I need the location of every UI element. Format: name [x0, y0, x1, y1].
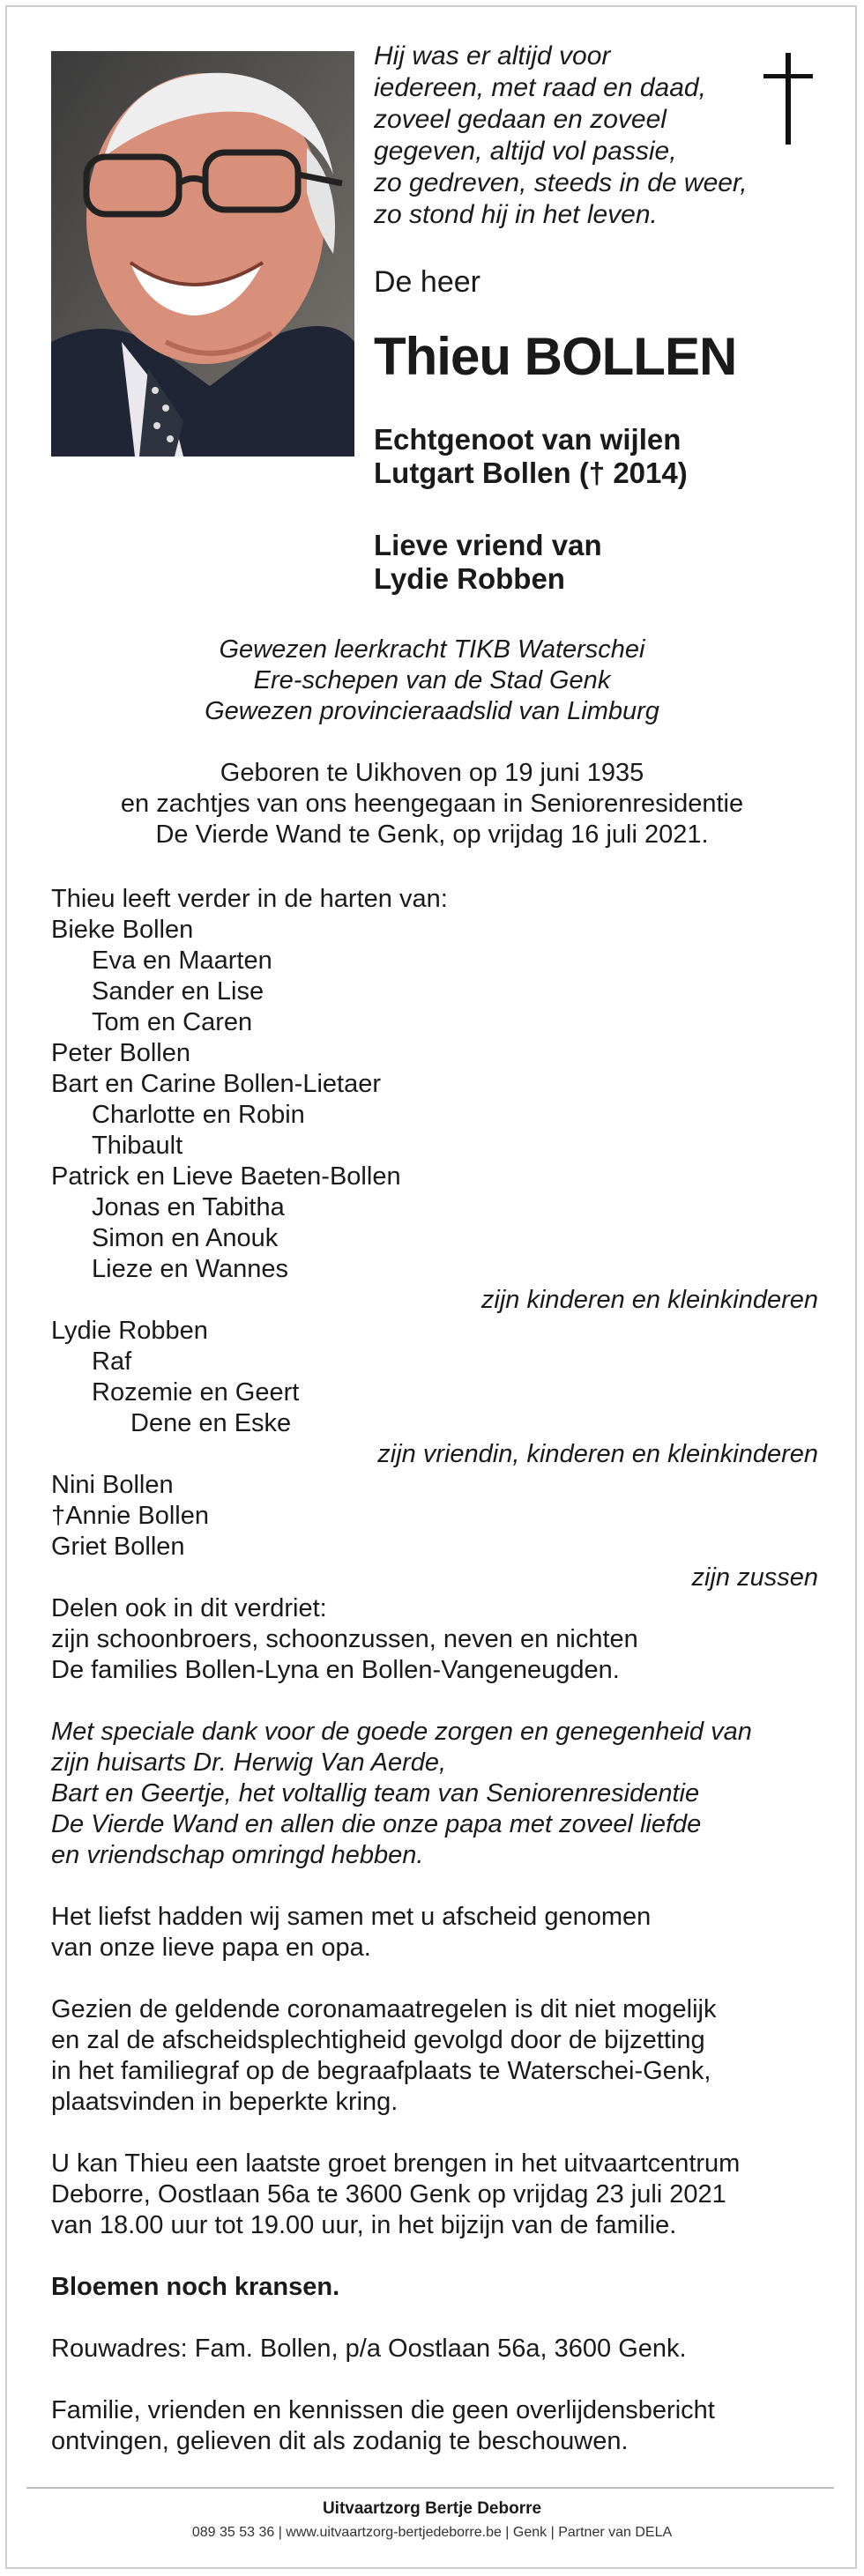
- family-member: Patrick en Lieve Baeten-Bollen: [51, 1162, 401, 1191]
- address: Rouwadres: Fam. Bollen, p/a Oostlaan 56a, 3600 Genk.: [51, 2335, 687, 2363]
- family-member: Jonas en Tabitha: [92, 1193, 285, 1221]
- poem-line: Hij was er altijd voor: [374, 41, 611, 71]
- thanks-line: zijn huisarts Dr. Herwig Van Aerde,: [51, 1748, 447, 1777]
- family-member: †Annie Bollen: [51, 1502, 209, 1530]
- relation-line: Lydie Robben: [374, 562, 565, 595]
- family-member: Griet Bollen: [51, 1533, 185, 1561]
- footer-divider: [26, 2487, 834, 2489]
- relation-line: Lutgart Bollen († 2014): [374, 457, 688, 489]
- visit-line: U kan Thieu een laatste groet brengen in het uitvaartcentrum: [51, 2149, 741, 2178]
- mourners-list: [51, 884, 818, 2457]
- poem-line: zoveel gedaan en zoveel: [374, 105, 667, 134]
- visit-line: van 18.00 uur tot 19.00 uur, in het bijzijn van de familie.: [51, 2211, 677, 2239]
- sharing-line: Delen ook in dit verdriet:: [51, 1594, 327, 1622]
- family-member: Simon en Anouk: [92, 1224, 279, 1252]
- cross-icon: [763, 53, 813, 145]
- deceased-name: Thieu BOLLEN: [374, 327, 737, 386]
- corona-line: Gezien de geldende coronamaatregelen is dit niet mogelijk: [51, 1995, 717, 2023]
- birth-death-info: [26, 758, 838, 850]
- family-member: Lieze en Wannes: [92, 1255, 289, 1283]
- family-caption: zijn zussen: [691, 1563, 818, 1592]
- spouse-relation: [374, 423, 815, 490]
- relation-line: Lieve vriend van: [374, 529, 602, 561]
- role-line: Gewezen provincieraadslid van Limburg: [205, 697, 659, 725]
- poem-line: zo gedreven, steeds in de weer,: [374, 168, 748, 197]
- family-member: Eva en Maarten: [92, 947, 272, 975]
- poem: [374, 41, 779, 231]
- family-member: Bart en Carine Bollen-Lietaer: [51, 1070, 381, 1098]
- relation-line: Echtgenoot van wijlen: [374, 423, 682, 456]
- family-member: Rozemie en Geert: [92, 1378, 300, 1407]
- birth-line: Geboren te Uikhoven op 19 juni 1935: [220, 759, 644, 787]
- visit-line: Deborre, Oostlaan 56a te 3600 Genk op vrijdag 23 juli 2021: [51, 2180, 726, 2209]
- portrait-illustration: [51, 51, 354, 457]
- thanks-line: en vriendschap omringd hebben.: [51, 1841, 424, 1869]
- family-member: Raf: [92, 1347, 132, 1376]
- poem-line: iedereen, met raad en daad,: [374, 73, 706, 102]
- corona-line: in het familiegraf op de begraafplaats te Waterschei-Genk,: [51, 2057, 711, 2085]
- roles: [26, 635, 838, 727]
- notice-line: ontvingen, gelieven dit als zodanig te beschouwen.: [51, 2427, 629, 2455]
- friend-relation: [374, 529, 815, 596]
- corona-line: en zal de afscheidsplechtigheid gevolgd door de bijzetting: [51, 2026, 705, 2054]
- family-caption: zijn vriendin, kinderen en kleinkinderen: [377, 1440, 818, 1468]
- corona-line: plaatsvinden in beperkte kring.: [51, 2088, 398, 2116]
- thanks-line: Bart en Geertje, het voltallig team van Seniorenresidentie: [51, 1779, 700, 1808]
- role-line: Ere-schepen van de Stad Genk: [253, 666, 611, 694]
- poem-line: zo stond hij in het leven.: [374, 200, 658, 229]
- mourners-intro: Thieu leeft verder in de harten van:: [51, 885, 448, 913]
- sharing-line: De families Bollen-Lyna en Bollen-Vangeneugden.: [51, 1656, 620, 1684]
- no-flowers: Bloemen noch kransen.: [51, 2273, 340, 2301]
- birth-line: en zachtjes van ons heengegaan in Seniorenresidentie: [120, 790, 744, 818]
- poem-line: gegeven, altijd vol passie,: [374, 137, 677, 166]
- family-member: Tom en Caren: [92, 1008, 253, 1036]
- thanks-line: De Vierde Wand en allen die onze papa met zoveel liefde: [51, 1810, 702, 1838]
- portrait-photo: [51, 51, 354, 457]
- role-line: Gewezen leerkracht TIKB Waterschei: [219, 635, 645, 664]
- honorific: De heer: [374, 265, 480, 299]
- family-member: Thibault: [92, 1132, 183, 1160]
- funeral-home-name: Uitvaartzorg Bertje Deborre: [322, 2499, 542, 2518]
- family-member: Lydie Robben: [51, 1317, 208, 1345]
- sharing-line: zijn schoonbroers, schoonzussen, neven en nichten: [51, 1625, 638, 1653]
- farewell-line: Het liefst hadden wij samen met u afscheid genomen: [51, 1903, 652, 1931]
- family-member: Peter Bollen: [51, 1039, 190, 1067]
- family-member: Nini Bollen: [51, 1471, 174, 1499]
- family-member: Sander en Lise: [92, 977, 264, 1006]
- family-member: Bieke Bollen: [51, 916, 194, 944]
- notice-line: Familie, vrienden en kennissen die geen overlijdensbericht: [51, 2396, 715, 2424]
- funeral-home-contact: 089 35 53 36 | www.uitvaartzorg-bertjedeborre.be | Genk | Partner van DELA: [191, 2525, 673, 2540]
- family-caption: zijn kinderen en kleinkinderen: [480, 1286, 818, 1314]
- birth-line: De Vierde Wand te Genk, op vrijdag 16 juli 2021.: [155, 820, 709, 849]
- family-member: Dene en Eske: [130, 1409, 292, 1437]
- family-member: Charlotte en Robin: [92, 1101, 305, 1129]
- farewell-line: van onze lieve papa en opa.: [51, 1934, 371, 1962]
- thanks-line: Met speciale dank voor de goede zorgen en genegenheid van: [51, 1718, 752, 1746]
